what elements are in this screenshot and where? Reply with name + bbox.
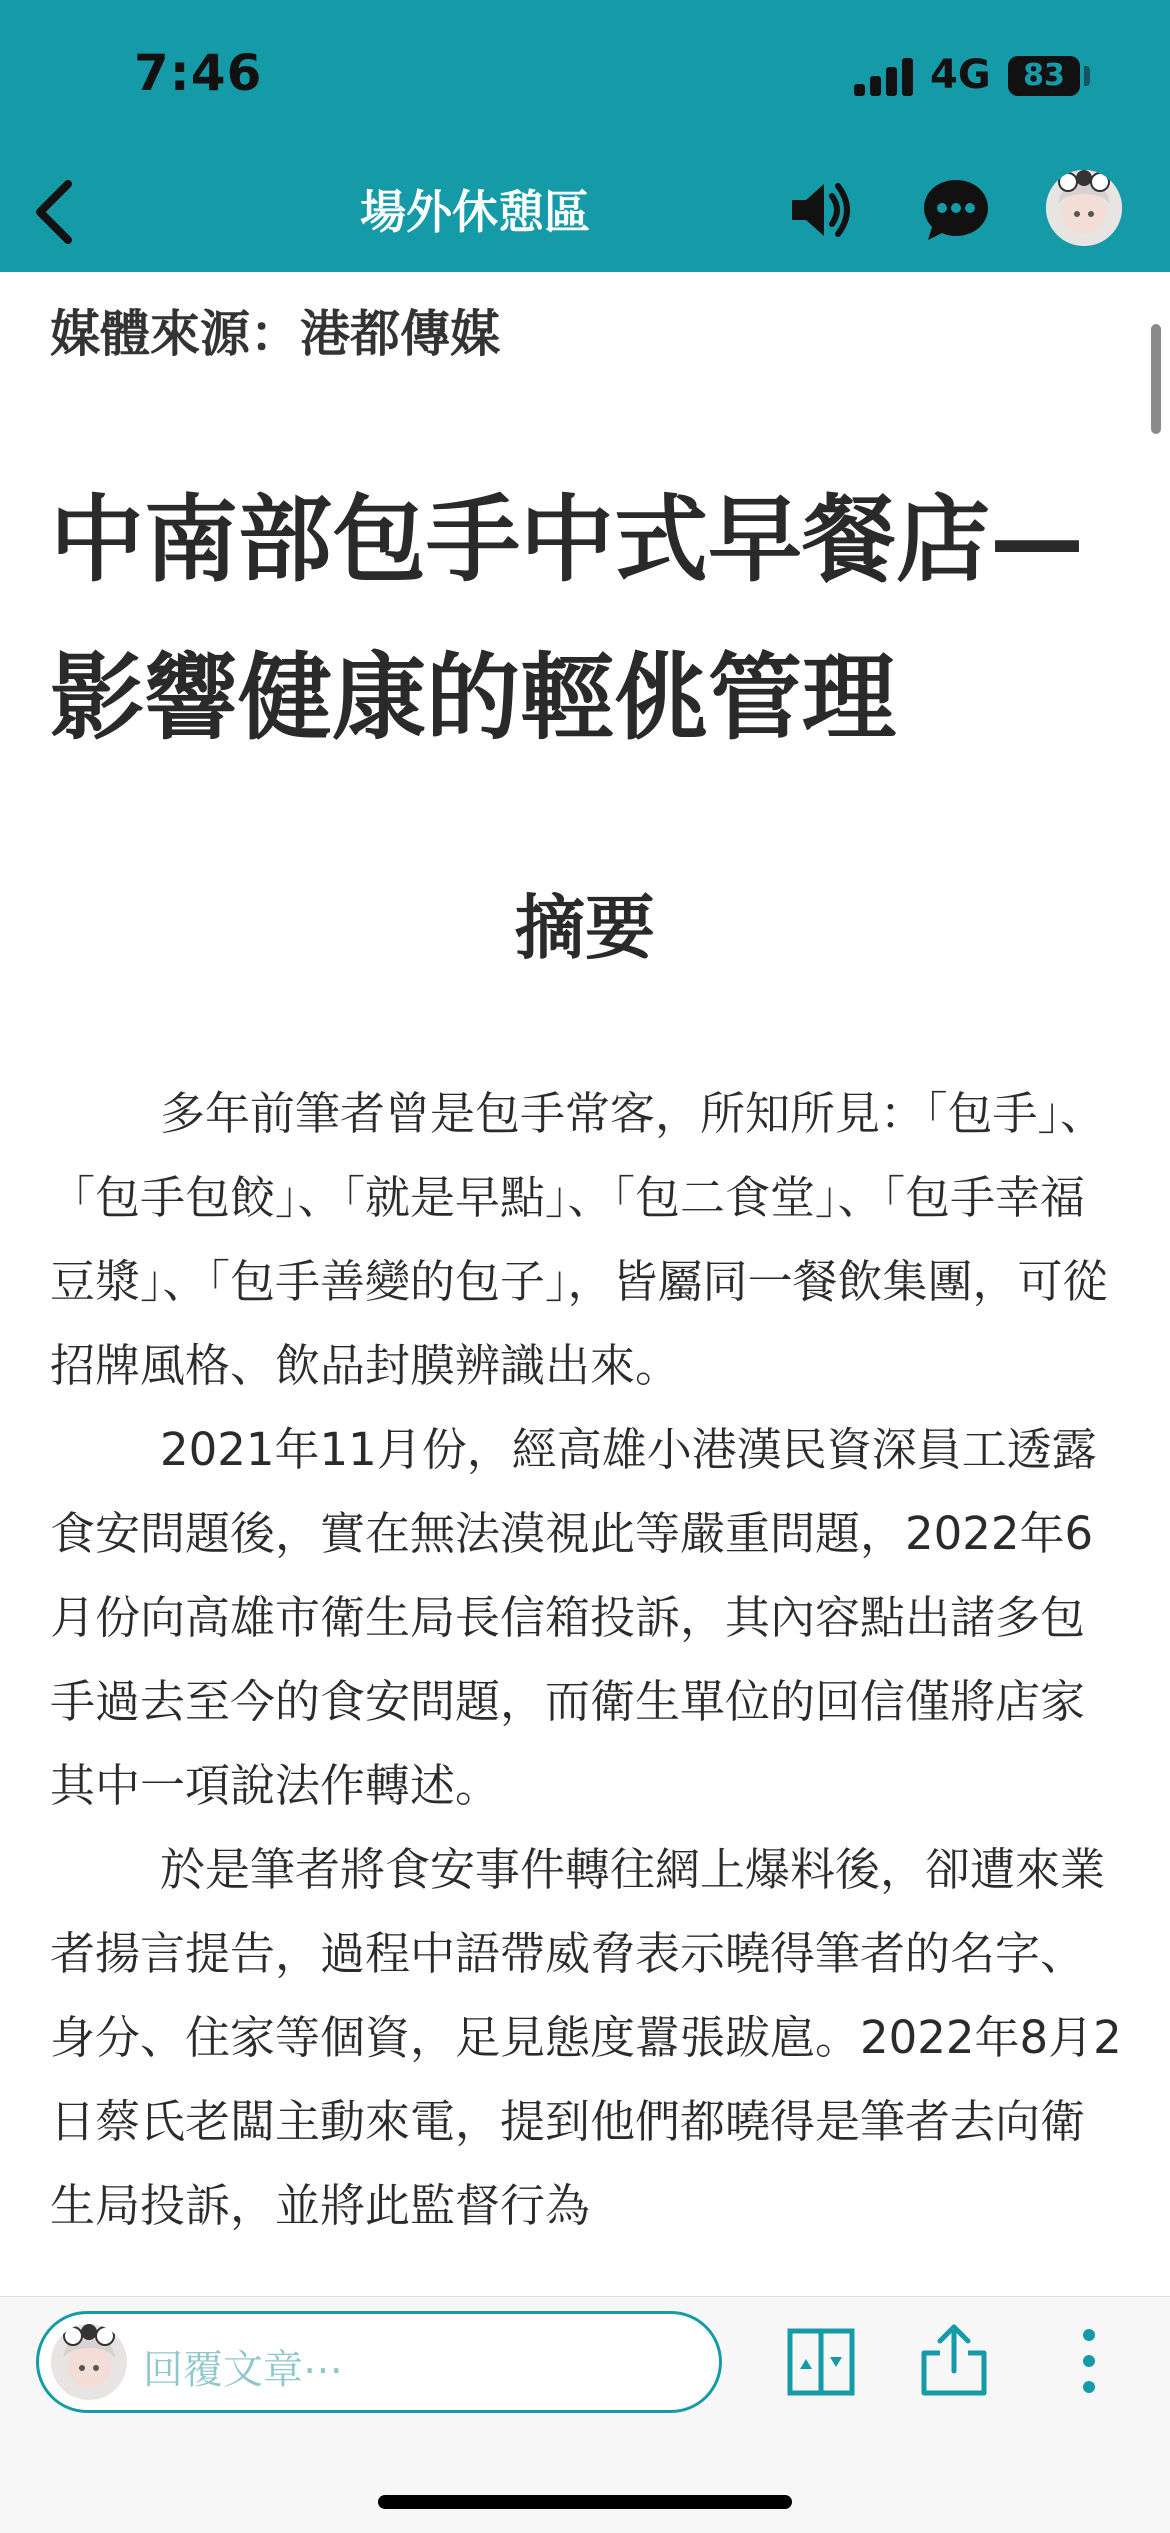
status-bar [0,0,1170,150]
reply-input[interactable] [36,2311,722,2413]
article-title: 中南部包手中式早餐店—影響健康的輕佻管理 [50,486,1085,753]
avatar [51,2324,127,2400]
speaker-icon [784,172,860,248]
section-title: 摘要 [515,887,655,969]
avatar[interactable] [1046,170,1122,246]
user-avatar-icon [51,2324,127,2400]
split-view-button[interactable] [786,2327,856,2397]
battery-cap [1084,66,1090,86]
scrollbar[interactable] [1151,324,1161,434]
media-source: 媒體來源：港都傳媒 [50,305,500,363]
nav-bar [0,150,1170,272]
article-content[interactable] [0,272,1170,2296]
article-paragraph: 2021年11月份，經高雄小港漢民資深員工透露食安問題後，實在無法漠視此等嚴重問題，2022年6月份向高雄市衛生局長信箱投訴，其內容點出諸多包手過去至今的食安問題，而衛生單位的回信僅將店家其中一項說法作轉述。 [50,1423,1097,1812]
home-indicator[interactable] [378,2495,792,2509]
page-title: 場外休憩區 [360,185,590,239]
article-body [50,1072,1125,2248]
article-paragraph: 多年前筆者曾是包手常客，所知所見：「包手」、「包手包餃」、「就是早點」、「包二食堂」、「包手幸福豆漿」、「包手善變的包子」，皆屬同一餐飲集團，可從招牌風格、飲品封膜辨識出來。 [50,1087,1108,1392]
share-button[interactable] [916,2321,992,2399]
battery-icon: 83 [1008,56,1080,96]
signal-icon [854,58,914,96]
more-vertical-icon [1064,2323,1114,2399]
network-label: 4G [930,52,991,98]
user-avatar-icon [1046,170,1122,246]
chevron-left-icon [22,170,102,250]
split-view-icon [786,2327,856,2397]
chat-bubble-icon [918,172,994,248]
top-area [0,0,1170,272]
reply-placeholder: 回覆文章⋯ [143,2347,343,2393]
chat-button[interactable] [918,172,994,248]
share-icon [916,2321,992,2399]
speaker-button[interactable] [784,172,860,248]
bottom-bar [0,2296,1170,2533]
article-paragraph: 於是筆者將食安事件轉往網上爆料後，卻遭來業者揚言提告，過程中語帶威脅表示曉得筆者的名字、身分、住家等個資，足見態度囂張跋扈。2022年8月2日蔡氏老闆主動來電，提到他們都曉得是筆者去向衛生局投訴，並將此監督行為 [50,1843,1122,2232]
more-button[interactable] [1064,2323,1114,2399]
back-button[interactable] [22,170,102,250]
status-time: 7:46 [134,44,263,102]
